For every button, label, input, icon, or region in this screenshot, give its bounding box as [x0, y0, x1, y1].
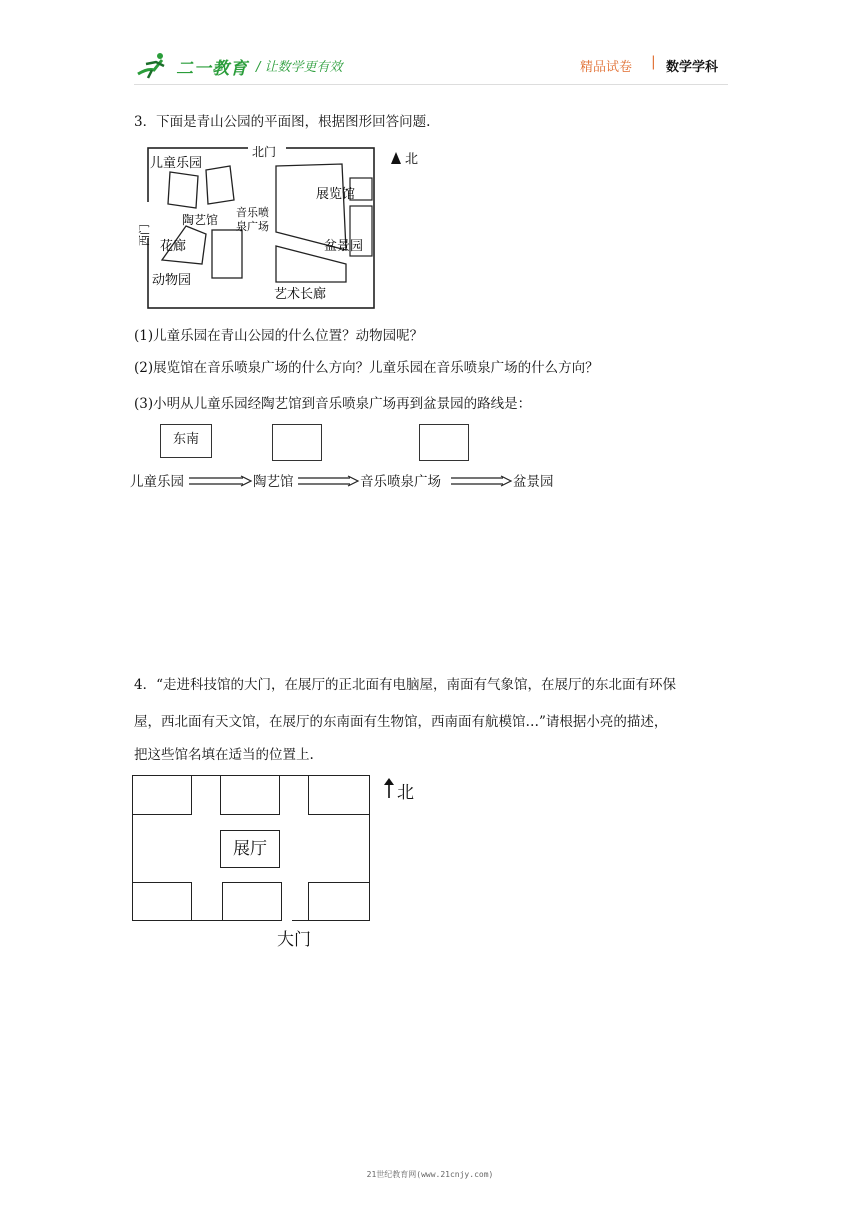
- q4-compass-north-label: 北: [397, 783, 414, 802]
- q3-sub2: (2)展览馆在音乐喷泉广场的什么方向？儿童乐园在音乐喷泉广场的什么方向？: [134, 360, 599, 376]
- route-arrow-icon: [298, 475, 360, 487]
- route-stop-1: 儿童乐园: [130, 474, 184, 490]
- route-box-1: [160, 424, 212, 458]
- q4-text-line1: 4．“走进科技馆的大门，在展厅的正北面有电脑屋，南面有气象馆，在展厅的东北面有环保: [134, 677, 676, 693]
- museum-room-northeast[interactable]: [308, 775, 370, 815]
- route-arrow-icon: [451, 475, 513, 487]
- museum-room-southwest[interactable]: [132, 882, 192, 921]
- header-tag-subject: 数学学科: [666, 60, 719, 75]
- museum-room-north[interactable]: [220, 775, 280, 815]
- map-label-exhibition: 展览馆: [316, 187, 356, 202]
- header-tag-premium: 精品试卷: [580, 60, 633, 75]
- museum-room-northwest[interactable]: [132, 775, 192, 815]
- museum-gate-label: 大门: [277, 930, 311, 949]
- brand-name: 二一教育: [176, 59, 248, 79]
- q4-text-line2: 屋，西北面有天文馆，在展厅的东南面有生物馆，西南面有航模馆…”请根据小亮的描述，: [134, 714, 668, 730]
- header-divider: [134, 84, 728, 85]
- map-label-bonsai: 盆景园: [324, 239, 364, 254]
- map-label-flower: 花廊: [160, 239, 187, 254]
- map-label-fountain-1: 音乐喷: [236, 206, 269, 219]
- compass-north-label: 北: [405, 152, 419, 167]
- q3-sub3: (3)小明从儿童乐园经陶艺馆到音乐喷泉广场再到盆景园的路线是：: [134, 396, 532, 412]
- map-label-art-corridor: 艺术长廊: [274, 287, 327, 302]
- route-box-1-text: 东南: [172, 432, 199, 447]
- route-stop-2: 陶艺馆: [253, 474, 294, 490]
- route-box-3[interactable]: [419, 424, 469, 461]
- route-stop-4: 盆景园: [513, 474, 554, 490]
- route-arrow-icon: [189, 475, 253, 487]
- map-label-north-gate: 北门: [252, 145, 277, 159]
- map-compass: [390, 150, 426, 170]
- map-label-children-park: 儿童乐园: [150, 156, 203, 171]
- museum-hall: [220, 830, 280, 868]
- logo-runner-icon: [134, 50, 174, 80]
- header-separator: |: [651, 54, 656, 70]
- route-box-2[interactable]: [272, 424, 322, 461]
- q4-text-line3: 把这些馆名填在适当的位置上.: [134, 747, 314, 763]
- map-label-fountain-2: 泉广场: [236, 220, 269, 233]
- page-footer: 21世纪教育网(www.21cnjy.com): [366, 1170, 494, 1179]
- brand-slogan: / 让数学更有效: [256, 60, 343, 75]
- park-map: [138, 142, 378, 310]
- map-label-west-gate: 西门: [138, 224, 151, 246]
- route-stop-3: 音乐喷泉广场: [360, 474, 441, 490]
- map-label-zoo: 动物园: [152, 273, 192, 288]
- museum-room-southeast[interactable]: [308, 882, 370, 921]
- museum-hall-label: 展厅: [233, 839, 267, 858]
- q3-title: 3．下面是青山公园的平面图，根据图形回答问题.: [134, 114, 431, 130]
- map-label-pottery: 陶艺馆: [182, 213, 219, 227]
- north-arrow-icon: [383, 778, 395, 798]
- q3-sub1: (1)儿童乐园在青山公园的什么位置？动物园呢？: [134, 328, 424, 344]
- north-arrow-icon: [391, 152, 401, 164]
- museum-room-south[interactable]: [222, 882, 282, 921]
